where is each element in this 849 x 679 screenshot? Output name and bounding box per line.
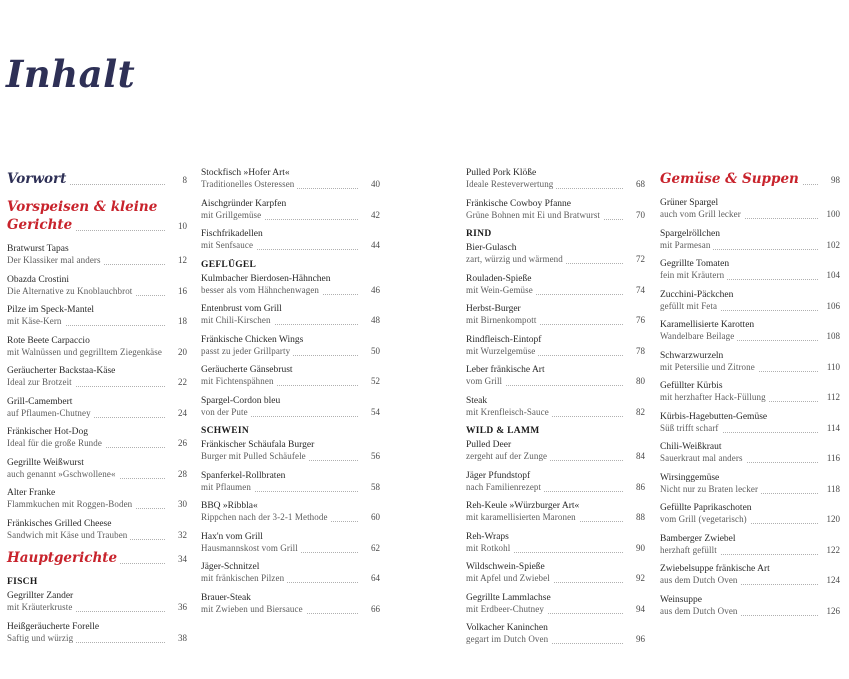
page-number: 104 (826, 270, 840, 280)
recipe-title: Jäger-Schnitzel (201, 562, 358, 573)
toc-entry[interactable] (201, 335, 380, 357)
recipe-title: Karamellisierte Karotten (660, 320, 818, 331)
recipe-title: Wildschwein-Spieße (466, 562, 623, 573)
recipe-title: Hax'n vom Grill (201, 532, 358, 543)
toc-entry[interactable] (660, 290, 840, 312)
toc-entry[interactable] (466, 365, 645, 387)
page-number: 62 (371, 542, 380, 553)
chapter-title: Vorwort (7, 170, 165, 188)
toc-entry[interactable] (7, 622, 187, 644)
recipe-title: Pulled Deer (466, 440, 623, 451)
recipe-title: Steak (466, 396, 623, 407)
recipe-subtitle: Der Klassiker mal anders (7, 255, 165, 266)
toc-entry[interactable] (466, 501, 645, 523)
page-number: 114 (826, 422, 840, 433)
recipe-title: Spargel-Cordon bleu (201, 396, 358, 407)
toc-entry[interactable] (466, 623, 645, 645)
page-number: 34 (178, 554, 187, 564)
recipe-title: Spargelröllchen (660, 229, 818, 240)
recipe-title: Bratwurst Tapas (7, 244, 165, 255)
recipe-subtitle: mit Birnenkompott (466, 315, 623, 326)
recipe-title: Wirsinggemüse (660, 473, 818, 484)
recipe-title: BBQ »Ribbla« (201, 501, 358, 512)
recipe-subtitle: gegart im Dutch Oven (466, 634, 623, 645)
toc-entry[interactable] (466, 532, 645, 554)
toc-column-2 (201, 168, 380, 623)
recipe-subtitle: mit Wein-Gemüse (466, 285, 623, 296)
toc-entry[interactable] (660, 198, 840, 220)
toc-entry[interactable] (201, 440, 380, 462)
toc-entry[interactable] (201, 274, 380, 296)
recipe-subtitle: Nicht nur zu Braten lecker (660, 484, 818, 495)
recipe-title: Weinsuppe (660, 595, 818, 606)
page-number: 68 (636, 179, 645, 189)
page-number: 18 (178, 316, 187, 326)
recipe-subtitle: Grüne Bohnen mit Ei und Bratwurst (466, 210, 623, 221)
recipe-subtitle: herzhaft gefüllt (660, 545, 818, 556)
recipe-subtitle: mit fränkischen Pilzen (201, 573, 358, 584)
page-number: 80 (636, 376, 645, 386)
recipe-subtitle: mit Walnüssen und gegrilltem Ziegenkäse (7, 347, 165, 358)
toc-section-heading: RIND (466, 229, 492, 239)
recipe-subtitle: Die Alternative zu Knoblauchbrot (7, 286, 165, 297)
toc-entry[interactable] (466, 168, 645, 190)
recipe-subtitle: Burger mit Pulled Schäufele (201, 451, 358, 462)
toc-entry[interactable] (201, 304, 380, 326)
page-number: 58 (371, 481, 380, 492)
recipe-subtitle: fein mit Kräutern (660, 270, 818, 281)
recipe-title: Gegrillte Tomaten (660, 259, 818, 270)
page-number: 54 (371, 406, 380, 417)
page-number: 42 (371, 209, 380, 220)
recipe-subtitle: mit karamellisierten Maronen (466, 512, 623, 523)
toc-entry[interactable] (201, 199, 380, 221)
page-number: 76 (636, 315, 645, 325)
page-number: 56 (371, 451, 380, 461)
recipe-title: Gefüllte Paprikaschoten (660, 503, 818, 514)
recipe-title: Stockfisch »Hofer Art« (201, 168, 358, 179)
page-number: 32 (178, 529, 187, 540)
recipe-title: Fischfrikadellen (201, 229, 358, 240)
page-number: 118 (826, 483, 840, 494)
recipe-title: Entenbrust vom Grill (201, 304, 358, 315)
toc-entry[interactable] (660, 320, 840, 342)
toc-entry[interactable] (466, 243, 645, 265)
toc-entry[interactable] (7, 427, 187, 449)
page-number: 88 (636, 512, 645, 522)
recipe-title: Heißgeräucherte Forelle (7, 622, 165, 633)
page-number: 84 (636, 451, 645, 461)
recipe-title: Reh-Wraps (466, 532, 623, 543)
page-number: 70 (636, 209, 645, 220)
recipe-title: Volkacher Kaninchen (466, 623, 623, 634)
recipe-title: Gegrillter Zander (7, 591, 165, 602)
recipe-title: Kürbis-Hagebutten-Gemüse (660, 412, 818, 423)
recipe-subtitle: Sauerkraut mal anders (660, 453, 818, 464)
recipe-subtitle: Hausmannskost vom Grill (201, 543, 358, 554)
recipe-title: Aischgründer Karpfen (201, 199, 358, 210)
recipe-title: Geräucherter Backstaa-Käse (7, 366, 165, 377)
toc-column-1 (7, 168, 187, 652)
recipe-title: Fränkischer Schäufala Burger (201, 440, 358, 451)
page-number: 52 (371, 376, 380, 386)
toc-entry[interactable] (660, 229, 840, 251)
page-number: 78 (636, 345, 645, 356)
toc-entry[interactable] (466, 562, 645, 584)
recipe-title: Zwiebelsuppe fränkische Art (660, 564, 818, 575)
recipe-subtitle: mit Käse-Kern (7, 316, 165, 327)
recipe-subtitle: nach Familienrezept (466, 482, 623, 493)
recipe-title: Jäger Pfundstopf (466, 471, 623, 482)
toc-entry[interactable] (660, 351, 840, 373)
recipe-subtitle: Rippchen nach der 3-2-1 Methode (201, 512, 358, 523)
recipe-subtitle: mit Rotkohl (466, 543, 623, 554)
toc-entry[interactable] (201, 471, 380, 493)
recipe-title: Herbst-Burger (466, 304, 623, 315)
recipe-title: Bamberger Zwiebel (660, 534, 818, 545)
page-number: 106 (826, 300, 840, 311)
toc-entry[interactable] (466, 335, 645, 357)
toc-section-heading: FISCH (7, 577, 38, 587)
recipe-title: Pulled Pork Klöße (466, 168, 623, 179)
toc-section-heading: SCHWEIN (201, 426, 250, 436)
recipe-subtitle: mit herzhafter Hack-Füllung (660, 392, 818, 403)
page-number: 46 (371, 284, 380, 295)
recipe-subtitle: zart, würzig und wärmend (466, 254, 623, 265)
recipe-subtitle: aus dem Dutch Oven (660, 575, 818, 586)
recipe-subtitle: zergeht auf der Zunge (466, 451, 623, 462)
recipe-subtitle: mit Parmesan (660, 240, 818, 251)
recipe-title: Grill-Camembert (7, 397, 165, 408)
page-number: 22 (178, 377, 187, 387)
page-number: 112 (826, 392, 840, 402)
toc-entry[interactable] (201, 365, 380, 387)
recipe-subtitle: passt zu jeder Grillparty (201, 346, 358, 357)
recipe-title: Pilze im Speck-Mantel (7, 305, 165, 316)
toc-entry[interactable] (466, 199, 645, 221)
page-number: 122 (826, 544, 840, 555)
page-number: 30 (178, 499, 187, 509)
page-title: Inhalt (6, 52, 136, 96)
recipe-subtitle: auf Pflaumen-Chutney (7, 408, 165, 419)
toc-entry[interactable] (660, 503, 840, 525)
page-number: 24 (178, 407, 187, 418)
toc-chapter[interactable] (7, 549, 187, 567)
recipe-subtitle: mit Grillgemüse (201, 210, 358, 221)
recipe-title: Fränkischer Hot-Dog (7, 427, 165, 438)
page-number: 64 (371, 573, 380, 583)
toc-entry[interactable] (660, 595, 840, 617)
recipe-subtitle: besser als vom Hähnchenwagen (201, 285, 358, 296)
recipe-subtitle: mit Fichtenspähnen (201, 376, 358, 387)
recipe-subtitle: Ideale Resteverwertung (466, 179, 623, 190)
toc-entry[interactable] (201, 532, 380, 554)
recipe-title: Gegrillte Weißwurst (7, 458, 165, 469)
page-number: 120 (826, 514, 840, 524)
recipe-subtitle: mit Chili-Kirschen (201, 315, 358, 326)
recipe-subtitle: mit Senfsauce (201, 240, 358, 251)
recipe-subtitle: Sandwich mit Käse und Trauben (7, 530, 165, 541)
page-number: 108 (826, 331, 840, 341)
page-number: 74 (636, 284, 645, 295)
toc-section-heading: GEFLÜGEL (201, 259, 257, 270)
page-number: 20 (178, 346, 187, 357)
toc-entry[interactable] (7, 305, 187, 327)
toc-entry[interactable] (466, 304, 645, 326)
page-number: 8 (182, 175, 187, 185)
page-number: 82 (636, 406, 645, 417)
toc-entry[interactable] (660, 564, 840, 586)
toc-entry[interactable] (201, 229, 380, 251)
page-number: 38 (178, 632, 187, 643)
toc-entry[interactable] (7, 519, 187, 541)
toc-entry[interactable] (7, 397, 187, 419)
recipe-title: Rote Beete Carpaccio (7, 336, 165, 347)
toc-entry[interactable] (660, 412, 840, 434)
toc-entry[interactable] (7, 244, 187, 266)
toc-entry[interactable] (7, 336, 187, 358)
recipe-subtitle: mit Krenfleisch-Sauce (466, 407, 623, 418)
toc-entry[interactable] (201, 593, 380, 615)
recipe-title: Grüner Spargel (660, 198, 818, 209)
recipe-title: Bier-Gulasch (466, 243, 623, 254)
recipe-subtitle: gefüllt mit Feta (660, 301, 818, 312)
recipe-title: Chili-Weißkraut (660, 442, 818, 453)
recipe-subtitle: mit Pflaumen (201, 482, 358, 493)
recipe-subtitle: Ideal zur Brotzeit (7, 377, 165, 388)
toc-section-heading: WILD & LAMM (466, 426, 540, 436)
recipe-title: Rouladen-Spieße (466, 274, 623, 285)
recipe-subtitle: Flammkuchen mit Roggen-Boden (7, 499, 165, 510)
recipe-title: Fränkische Chicken Wings (201, 335, 358, 346)
toc-column-4 (660, 168, 840, 625)
chapter-title: Gemüse & Suppen (660, 170, 818, 188)
recipe-title: Spanferkel-Rollbraten (201, 471, 358, 482)
toc-entry[interactable] (466, 274, 645, 296)
recipe-subtitle: aus dem Dutch Oven (660, 606, 818, 617)
toc-entry[interactable] (466, 440, 645, 462)
recipe-title: Reh-Keule »Würzburger Art« (466, 501, 623, 512)
recipe-title: Rindfleisch-Eintopf (466, 335, 623, 346)
page-number: 92 (636, 573, 645, 583)
recipe-subtitle: auch genannt »Gschwollene« (7, 469, 165, 480)
toc-entry[interactable] (660, 259, 840, 281)
recipe-title: Gegrillte Lammlachse (466, 593, 623, 604)
page-number: 48 (371, 315, 380, 325)
recipe-title: Zucchini-Päckchen (660, 290, 818, 301)
recipe-subtitle: Süß trifft scharf (660, 423, 818, 434)
recipe-title: Geräucherte Gänsebrust (201, 365, 358, 376)
recipe-subtitle: vom Grill (vegetarisch) (660, 514, 818, 525)
page-number: 94 (636, 603, 645, 614)
page-number: 102 (826, 239, 840, 250)
page-number: 98 (831, 175, 840, 185)
recipe-title: Kulmbacher Bierdosen-Hähnchen (201, 274, 358, 285)
page-number: 10 (178, 221, 187, 231)
toc-column-3 (466, 168, 645, 654)
recipe-subtitle: mit Petersilie und Zitrone (660, 362, 818, 373)
page-number: 44 (371, 240, 380, 250)
page-number: 126 (826, 605, 840, 616)
toc-entry[interactable] (660, 442, 840, 464)
toc-entry[interactable] (660, 534, 840, 556)
toc-chapter[interactable] (660, 170, 840, 188)
chapter-title: Hauptgerichte (7, 549, 165, 567)
toc-entry[interactable] (7, 488, 187, 510)
recipe-subtitle: mit Apfel und Zwiebel (466, 573, 623, 584)
recipe-title: Fränkische Cowboy Pfanne (466, 199, 623, 210)
page-number: 16 (178, 285, 187, 296)
recipe-title: Leber fränkische Art (466, 365, 623, 376)
toc-entry[interactable] (660, 473, 840, 495)
recipe-title: Brauer-Steak (201, 593, 358, 604)
recipe-subtitle: mit Kräuterkruste (7, 602, 165, 613)
recipe-subtitle: Saftig und würzig (7, 633, 165, 644)
toc-entry[interactable] (466, 593, 645, 615)
toc-entry[interactable] (466, 471, 645, 493)
recipe-subtitle: auch vom Grill lecker (660, 209, 818, 220)
chapter-title: Vorspeisen & kleine Gerichte (7, 199, 158, 233)
recipe-title: Schwarzwurzeln (660, 351, 818, 362)
recipe-subtitle: vom Grill (466, 376, 623, 387)
recipe-subtitle: mit Erdbeer-Chutney (466, 604, 623, 615)
recipe-title: Alter Franke (7, 488, 165, 499)
page-number: 124 (826, 575, 840, 585)
recipe-subtitle: mit Wurzelgemüse (466, 346, 623, 357)
recipe-subtitle: mit Zwieben und Biersauce (201, 604, 358, 615)
page-number: 90 (636, 542, 645, 553)
page-number: 26 (178, 438, 187, 448)
page-number: 96 (636, 634, 645, 644)
page-number: 86 (636, 481, 645, 492)
page-number: 12 (178, 255, 187, 265)
toc-entry[interactable] (201, 396, 380, 418)
toc-chapter[interactable] (7, 170, 187, 188)
page-number: 110 (826, 361, 840, 372)
toc-entry[interactable] (201, 501, 380, 523)
page-number: 50 (371, 345, 380, 356)
toc-entry[interactable] (7, 275, 187, 297)
toc-entry[interactable] (7, 366, 187, 388)
toc-entry[interactable] (201, 168, 380, 190)
page-number: 66 (371, 603, 380, 614)
toc-chapter[interactable] (7, 198, 187, 234)
toc-entry[interactable] (466, 396, 645, 418)
page-number: 116 (826, 453, 840, 463)
toc-entry[interactable] (7, 591, 187, 613)
page-number: 72 (636, 254, 645, 264)
recipe-subtitle: von der Pute (201, 407, 358, 418)
toc-entry[interactable] (7, 458, 187, 480)
recipe-title: Gefüllter Kürbis (660, 381, 818, 392)
recipe-subtitle: Ideal für die große Runde (7, 438, 165, 449)
toc-entry[interactable] (660, 381, 840, 403)
toc-entry[interactable] (201, 562, 380, 584)
page-number: 60 (371, 512, 380, 522)
recipe-title: Fränkisches Grilled Cheese (7, 519, 165, 530)
page-number: 100 (826, 209, 840, 219)
recipe-title: Obazda Crostini (7, 275, 165, 286)
page-number: 36 (178, 602, 187, 612)
recipe-subtitle: Wandelbare Beilage (660, 331, 818, 342)
page-number: 40 (371, 179, 380, 189)
page-number: 28 (178, 468, 187, 479)
recipe-subtitle: Traditionelles Osteressen (201, 179, 358, 190)
